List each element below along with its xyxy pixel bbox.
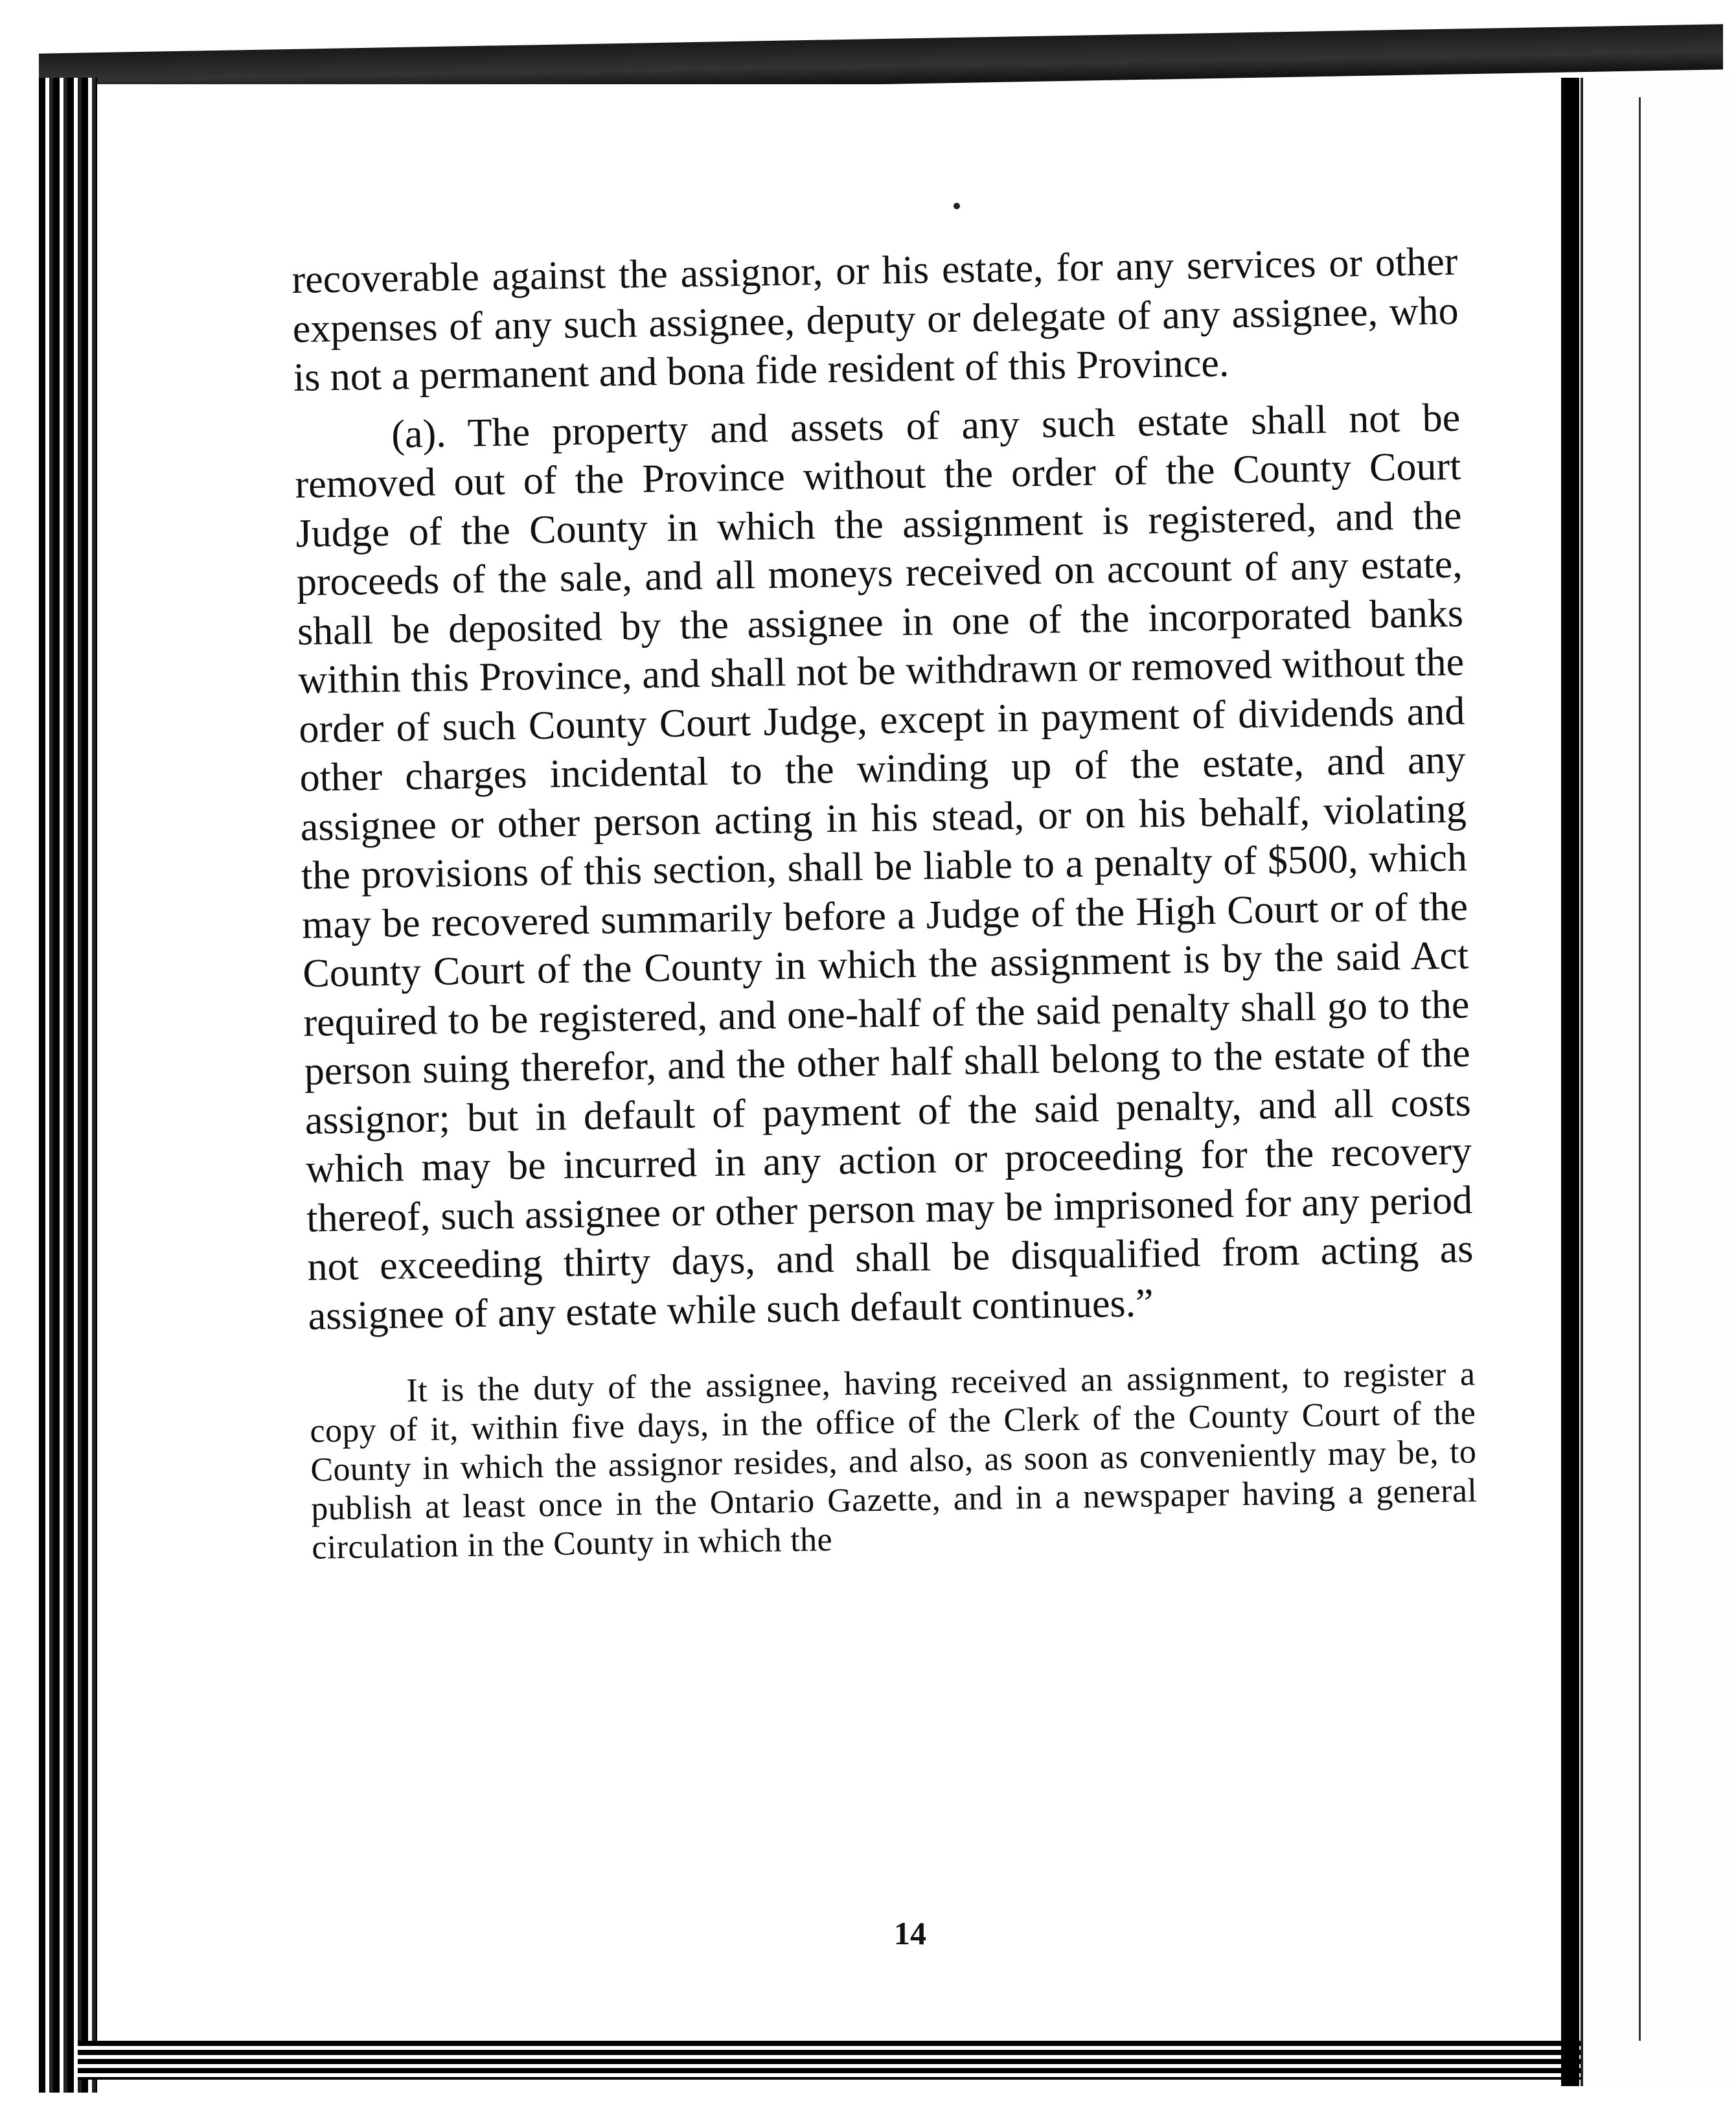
facing-page-line	[1639, 97, 1667, 2041]
book-left-page-edges	[39, 78, 97, 2093]
page-text	[291, 238, 1478, 1568]
paragraph-subsection-a: (a). The property and assets of any such estate shall not be removed out of the Province without the order of the County Court Judge of the County in which the assignment is registered, and the proceeds of the sale, and all moneys received on account of any estate, shall be deposited by the assignee in one of the incorporated banks within this Province, and shall not be withdrawn or removed without the order of such County Court Judge, except in payment of dividends and other charges incidental to the winding up of the estate, and any assignee or other person acting in his stead, or on his behalf, violating the provisions of this section, shall be liable to a penalty of $500, which may be recovered summarily before a Judge of the High Court or of the County Court of the County in which the assignment is by the said Act required to be registered, and one-half of the said penalty shall go to the person suing therefor, and the other half shall belong to the estate of the assignor; but in default of payment of the said penalty, and all costs which may be incurred in any action or proceeding for the recovery thereof, such assignee or other person may be imprisoned for any period not exceeding thirty days, and shall be disqualified from acting as assignee of any estate while such default continues.”	[295, 395, 1474, 1338]
page-number: 14	[894, 1915, 926, 1951]
paragraph-continuation: recoverable against the assignor, or his estate, for any services or other expenses of any such assignee, deputy or delegate of any assignee, who is not a permanent and bona fide resident of this Province.	[291, 239, 1459, 400]
ink-speck	[954, 203, 960, 209]
book-gutter	[1561, 78, 1579, 2086]
paragraph-assignee-duty: It is the duty of the assignee, having received an assignment, to register a copy of it, within five days, in the office of the Clerk of the County Court of the County in which the assignor resides, and also, as soon as conveniently may be, to publish at least once in the Ontario Gazette, and in a newspaper having a general circulation in the County in which the	[310, 1355, 1478, 1567]
book-bottom-page-edges	[78, 2041, 1613, 2080]
